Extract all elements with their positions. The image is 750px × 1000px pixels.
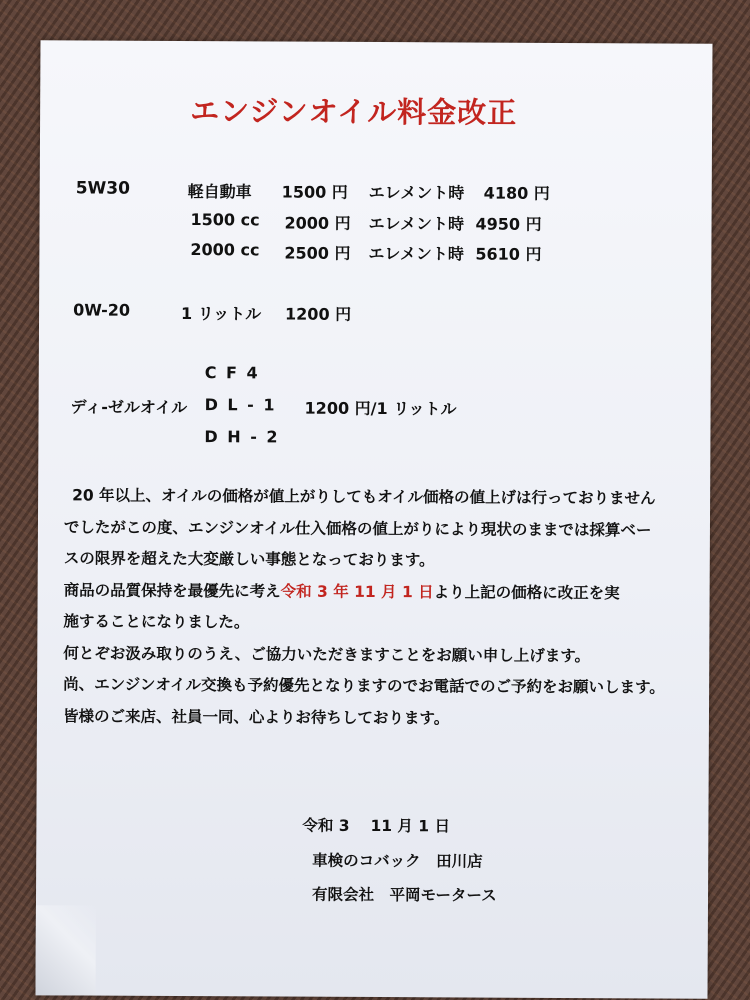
- grade-0w20-price: 1200 円: [285, 304, 352, 324]
- body-line: 施することになりました。: [63, 612, 250, 632]
- diesel-grade: C F 4: [204, 363, 260, 383]
- element-price: 4950 円: [475, 214, 542, 234]
- body-text: より上記の価格に改正を実: [433, 582, 620, 602]
- paper-curl: [36, 905, 96, 995]
- diesel-grade: D L - 1: [204, 395, 277, 415]
- grade-0w20-label: 0W-20: [73, 300, 131, 320]
- body-line: 皆様のご来店、社員一同、心よりお待ちしております。: [62, 706, 450, 727]
- signature-shop: 車検のコバック 田川店: [312, 851, 483, 871]
- grade-0w20-unit: 1 リットル: [181, 303, 262, 324]
- notice-sheet: [36, 40, 713, 999]
- signature-company: 有限会社 平岡モータース: [311, 885, 497, 905]
- signature-date: 令和 3 11 月 1 日: [302, 816, 451, 836]
- body-line: 何とぞお汲み取りのうえ、ご協力いただきますことをお願い申し上げます。: [63, 643, 591, 665]
- diesel-price: 1200 円/1 リットル: [304, 398, 457, 419]
- body-line: [64, 575, 704, 610]
- element-price: 4180 円: [483, 183, 550, 203]
- body-line: でしたがこの度、エンジンオイル仕入価格の値上がりにより現状のままでは採算ベー: [63, 517, 652, 539]
- oil-price: 2000 円: [284, 213, 351, 233]
- vehicle-class: 2000 cc: [190, 240, 260, 260]
- grade-5w30-label: 5W30: [75, 178, 131, 199]
- oil-price: 2500 円: [284, 243, 351, 263]
- element-price: 5610 円: [475, 244, 542, 264]
- body-line: 20 年以上、オイルの価格が値上がりしてもオイル価格の値上げは行っておりません: [72, 486, 656, 508]
- body-text: 商品の品質保持を最優先に考え: [63, 580, 281, 601]
- element-label: エレメント時: [368, 243, 464, 264]
- notice-body: [63, 480, 704, 735]
- body-line: スの限界を超えた大変厳しい事態となっております。: [63, 549, 435, 570]
- oil-price: 1500 円: [281, 182, 348, 202]
- diesel-label: ディ-ゼルオイル: [70, 397, 188, 418]
- effective-date: 令和 3 年 11 月 1 日: [280, 582, 434, 601]
- vehicle-class: 1500 cc: [190, 210, 260, 230]
- notice-title: エンジンオイル料金改正: [190, 94, 518, 130]
- element-label: エレメント時: [368, 213, 465, 234]
- diesel-grade: D H - 2: [204, 427, 280, 447]
- vehicle-class: 軽自動車: [187, 182, 252, 202]
- element-label: エレメント時: [368, 182, 465, 203]
- body-line: 尚、エンジンオイル交換も予約優先となりますのでお電話でのご予約をお願いします。: [63, 675, 665, 697]
